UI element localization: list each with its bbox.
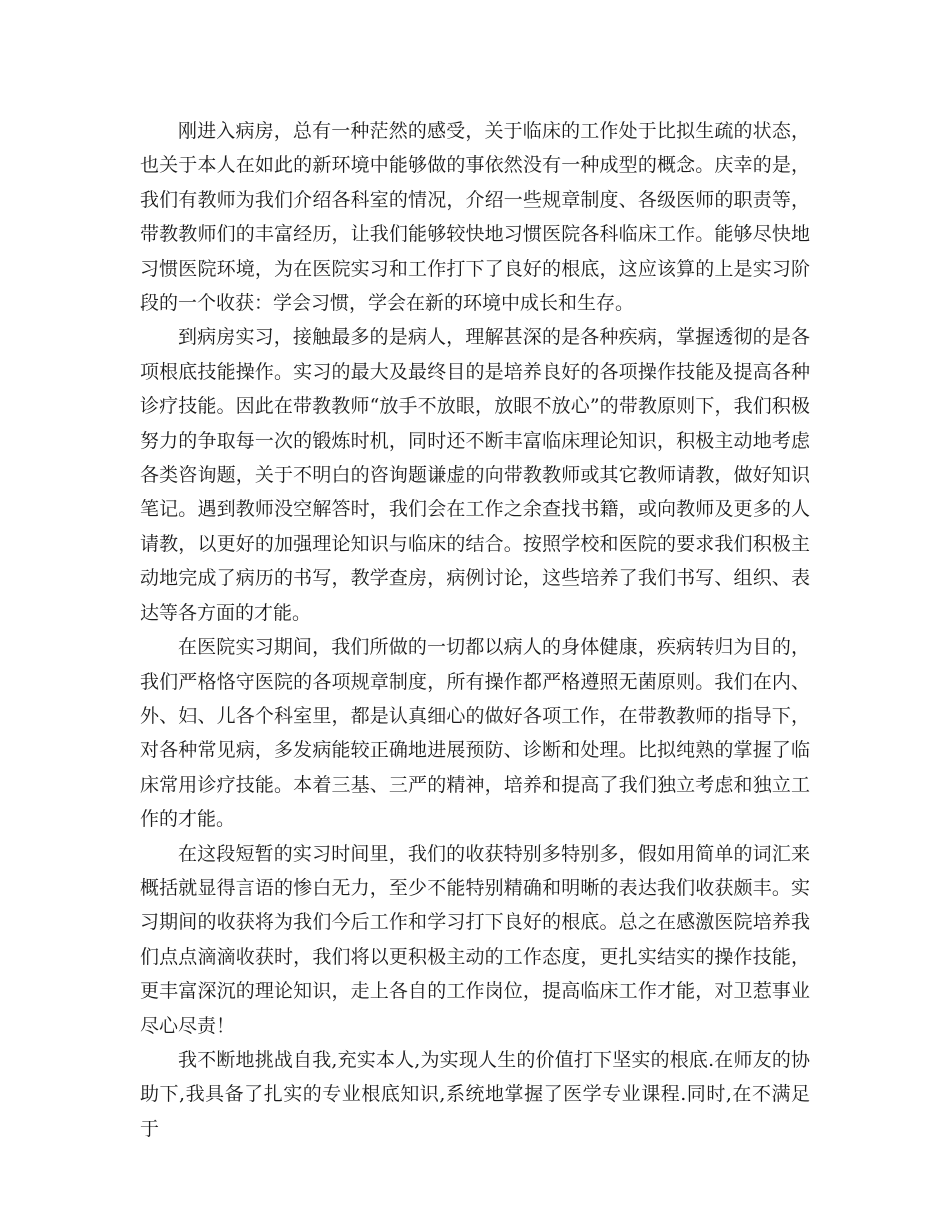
paragraph-2: 到病房实习，接触最多的是病人，理解甚深的是各种疾病，掌握透彻的是各项根底技能操作。实习的最大及最终目的是培养良好的各项操作技能及提高各种诊疗技能。因此在带教教师“放手不放眼，放眼不放心”的带教原则下，我们积极努力的争取每一次的锻炼时机，同时还不断丰富临床理论知识，积极主动地考虑各类咨询题，关于不明白的咨询题谦虚的向带教教师或其它教师请教，做好知识笔记。遇到教师没空解答时，我们会在工作之余查找书籍，或向教师及更多的人请教，以更好的加强理论知识与临床的结合。按照学校和医院的要求我们积极主动地完成了病历的书写，教学查房，病例讨论，这些培养了我们书写、组织、表达等各方面的才能。 (140, 326, 810, 624)
paragraph-4: 在这段短暂的实习时间里，我们的收获特别多特别多，假如用简单的词汇来概括就显得言语的惨白无力，至少不能特别精确和明晰的表达我们收获颇丰。实习期间的收获将为我们今后工作和学习打下良好的根底。总之在感激医院培养我们点点滴滴收获时，我们将以更积极主动的工作态度，更扎实结实的操作技能，更丰富深沉的理论知识，走上各自的工作岗位，提高临床工作才能，对卫惹事业尽心尽责！ (140, 842, 810, 1037)
paragraph-1: 刚进入病房，总有一种茫然的感受，关于临床的工作处于比拟生疏的状态，也关于本人在如此的新环境中能够做的事依然没有一种成型的概念。庆幸的是，我们有教师为我们介绍各科室的情况，介绍一些规章制度、各级医师的职责等，带教教师们的丰富经历，让我们能够较快地习惯医院各科临床工作。能够尽快地习惯医院环境，为在医院实习和工作打下了良好的根底，这应该算的上是实习阶段的一个收获：学会习惯，学会在新的环境中成长和生存。 (140, 120, 810, 315)
paragraph-3: 在医院实习期间，我们所做的一切都以病人的身体健康，疾病转归为目的，我们严格恪守医院的各项规章制度，所有操作都严格遵照无菌原则。我们在内、外、妇、儿各个科室里，都是认真细心的做好各项工作，在带教教师的指导下，对各种常见病，多发病能较正确地进展预防、诊断和处理。比拟纯熟的掌握了临床常用诊疗技能。本着三基、三严的精神，培养和提高了我们独立考虑和独立工作的才能。 (140, 636, 810, 831)
paragraph-5: 我不断地挑战自我,充实本人,为实现人生的价值打下坚实的根底.在师友的协助下,我具备了扎实的专业根底知识,系统地掌握了医学专业课程.同时,在不满足于 (140, 1048, 810, 1140)
document-body (140, 114, 810, 1146)
